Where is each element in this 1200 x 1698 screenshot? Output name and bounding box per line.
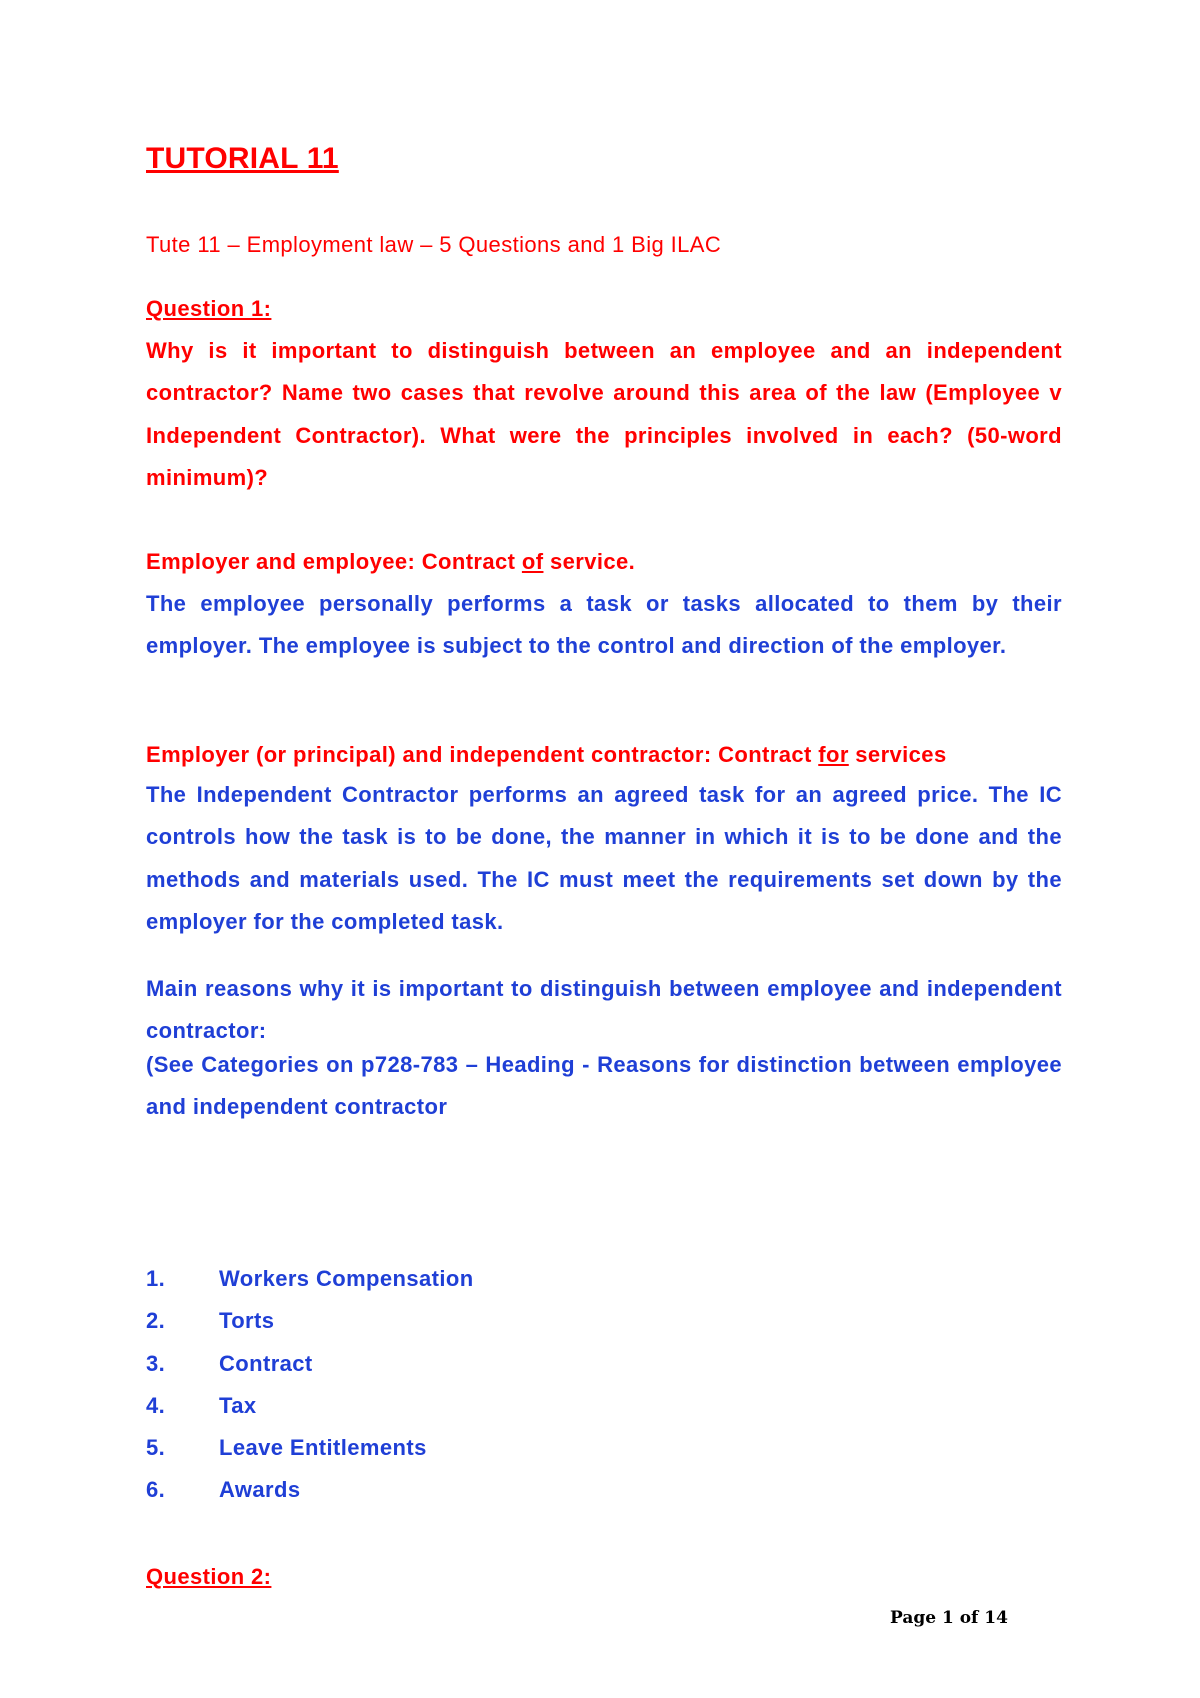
list-item xyxy=(146,1385,474,1427)
page-title: TUTORIAL 11 xyxy=(146,142,339,175)
list-item xyxy=(146,1300,474,1342)
services-heading-underlined: for xyxy=(818,742,849,767)
services-heading-post: services xyxy=(848,742,947,767)
service-body: The employee personally performs a task or tasks allocated to them by their employer. The employee is subject to the control and direction of the employer. xyxy=(146,591,1062,659)
question-1-heading: Question 1: xyxy=(146,296,272,321)
list-item-label: Tax xyxy=(219,1392,257,1418)
list-item-label: Contract xyxy=(219,1350,313,1376)
list-item-label: Workers Compensation xyxy=(219,1266,474,1291)
services-body: The Independent Contractor performs an agreed task for an agreed price. The IC controls how the task is to be done, the manner in which it is to be done and the methods and materials used. The IC must meet the requirements set down by the employer for the completed task. xyxy=(146,782,1062,934)
list-item xyxy=(146,1427,474,1469)
list-item-number: 2. xyxy=(146,1308,166,1334)
list-item-number: 3. xyxy=(146,1350,166,1376)
list-item-label: Awards xyxy=(219,1477,301,1503)
service-heading-underlined: of xyxy=(521,549,544,574)
services-heading-pre: Employer (or principal) and independent contractor: Contract xyxy=(146,742,819,767)
list-item xyxy=(146,1469,474,1511)
service-heading xyxy=(146,541,635,583)
reasons-intro: Main reasons why it is important to distinguish between employee and independent contractor: xyxy=(146,976,1062,1044)
question-1-text: Why is it important to distinguish between an employee and an independent contractor? Name two cases that revolve around this area of the law (Employee v Independent Contractor). What were the principles involved in each? (50-word minimum)? xyxy=(146,338,1062,490)
list-item-label: Leave Entitlements xyxy=(219,1435,427,1461)
list-item-number: 4. xyxy=(146,1392,166,1418)
list-item xyxy=(146,1343,474,1385)
reasons-reference: (See Categories on p728-783 – Heading - Reasons for distinction between employee and independent contractor xyxy=(146,1052,1062,1120)
reasons-list xyxy=(146,1258,474,1512)
list-item-label: Torts xyxy=(219,1308,275,1334)
page-number-footer: Page 1 of 14 xyxy=(890,1608,1008,1628)
list-item-number: 5. xyxy=(146,1435,166,1461)
list-item xyxy=(146,1258,474,1300)
service-heading-pre: Employer and employee: Contract xyxy=(146,549,522,574)
list-item-number: 6. xyxy=(146,1477,166,1503)
subtitle: Tute 11 – Employment law – 5 Questions and 1 Big ILAC xyxy=(146,232,722,257)
question-2-heading: Question 2: xyxy=(146,1564,272,1589)
service-heading-post: service. xyxy=(543,549,636,574)
services-heading xyxy=(146,734,947,776)
list-item-number: 1. xyxy=(146,1266,166,1291)
